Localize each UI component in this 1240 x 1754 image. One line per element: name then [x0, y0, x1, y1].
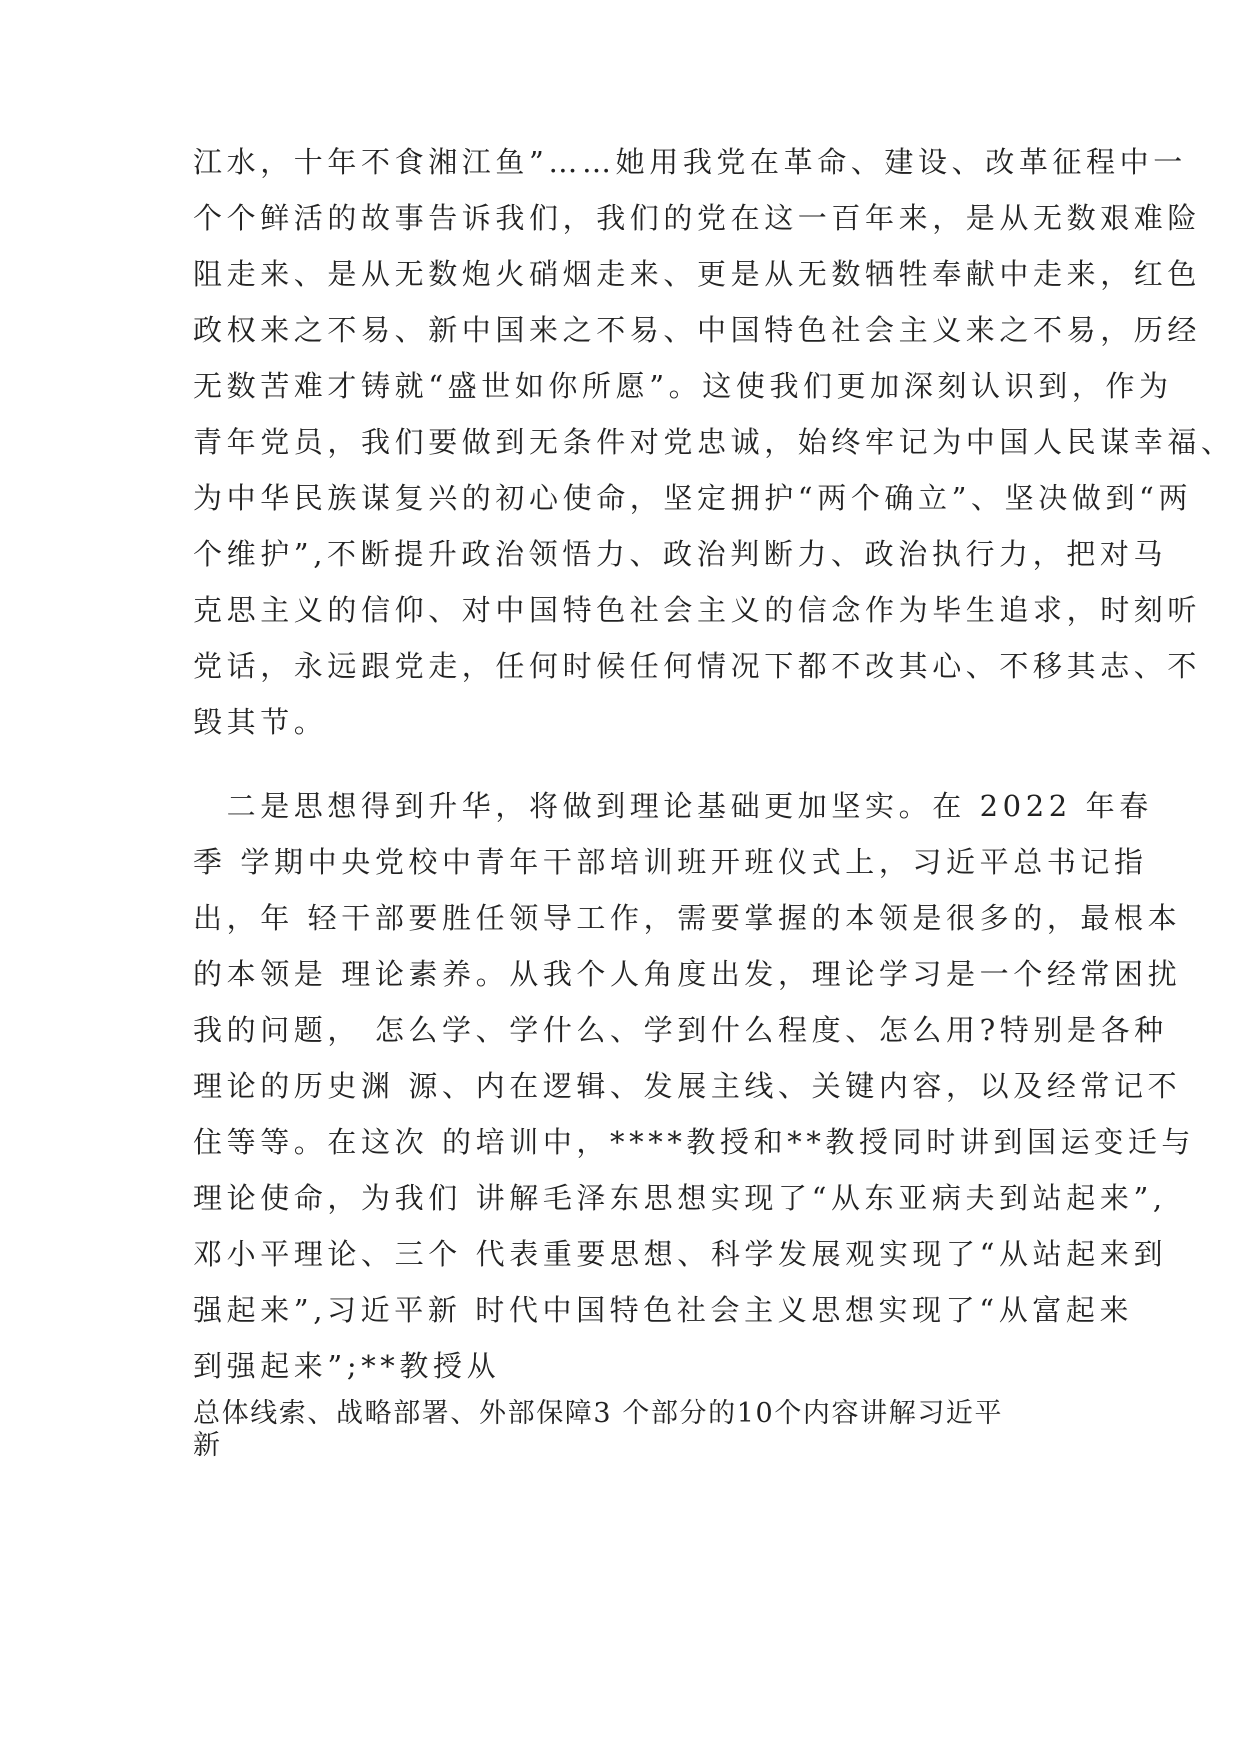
text-line: 党话，永远跟党走，任何时候任何情况下都不改其心、不移其志、不 [193, 649, 1202, 683]
text-line: 无数苦难才铸就“盛世如你所愿”。这使我们更加深刻认识到，作为 [193, 369, 1173, 403]
text-line: 政权来之不易、新中国来之不易、中国特色社会主义来之不易，历经 [193, 313, 1202, 347]
text-line: 理论使命，为我们 讲解毛泽东思想实现了“从东亚病夫到站起来”, [193, 1181, 1167, 1215]
text-line: 江水，十年不食湘江鱼”……她用我党在革命、建设、改革征程中一 [193, 145, 1187, 179]
text-line: 青年党员，我们要做到无条件对党忠诚，始终牢记为中国人民谋幸福、 [193, 425, 1235, 459]
text-line: 邓小平理论、三个 代表重要思想、科学发展观实现了“从站起来到 [193, 1237, 1168, 1271]
text-line: 总体线索、战略部署、外部保障3 个部分的10个内容讲解习近平 [193, 1398, 1004, 1429]
text-line: 的本领是 理论素养。从我个人角度出发，理论学习是一个经常困扰 [193, 957, 1182, 991]
text-line: 新 [193, 1430, 222, 1461]
text-line: 毁其节。 [193, 705, 328, 739]
text-line: 季 学期中央党校中青年干部培训班开班仪式上，习近平总书记指 [193, 845, 1148, 879]
text-line: 强起来”,习近平新 时代中国特色社会主义思想实现了“从富起来 [193, 1293, 1134, 1327]
text-line: 个个鲜活的故事告诉我们，我们的党在这一百年来，是从无数艰难险 [193, 201, 1202, 235]
text-line: 出，年 轻干部要胜任领导工作，需要掌握的本领是很多的，最根本 [193, 901, 1182, 935]
text-line: 到强起来”;**教授从 [193, 1349, 501, 1383]
text-line: 个维护”,不断提升政治领悟力、政治判断力、政治执行力，把对马 [193, 537, 1168, 571]
text-line: 住等等。在这次 的培训中，****教授和**教授同时讲到国运变迁与 [193, 1125, 1196, 1159]
text-line: 克思主义的信仰、对中国特色社会主义的信念作为毕生追求，时刻听 [193, 593, 1202, 627]
text-line: 为中华民族谋复兴的初心使命，坚定拥护“两个确立”、坚决做到“两 [193, 481, 1193, 515]
text-line: 我的问题， 怎么学、学什么、学到什么程度、怎么用?特别是各种 [193, 1013, 1168, 1047]
text-line: 理论的历史渊 源、内在逻辑、发展主线、关键内容，以及经常记不 [193, 1069, 1182, 1103]
text-line: 二是思想得到升华，将做到理论基础更加坚实。在 2022 年春 [193, 789, 1153, 823]
text-line: 阻走来、是从无数炮火硝烟走来、更是从无数牺牲奉献中走来，红色 [193, 257, 1202, 291]
